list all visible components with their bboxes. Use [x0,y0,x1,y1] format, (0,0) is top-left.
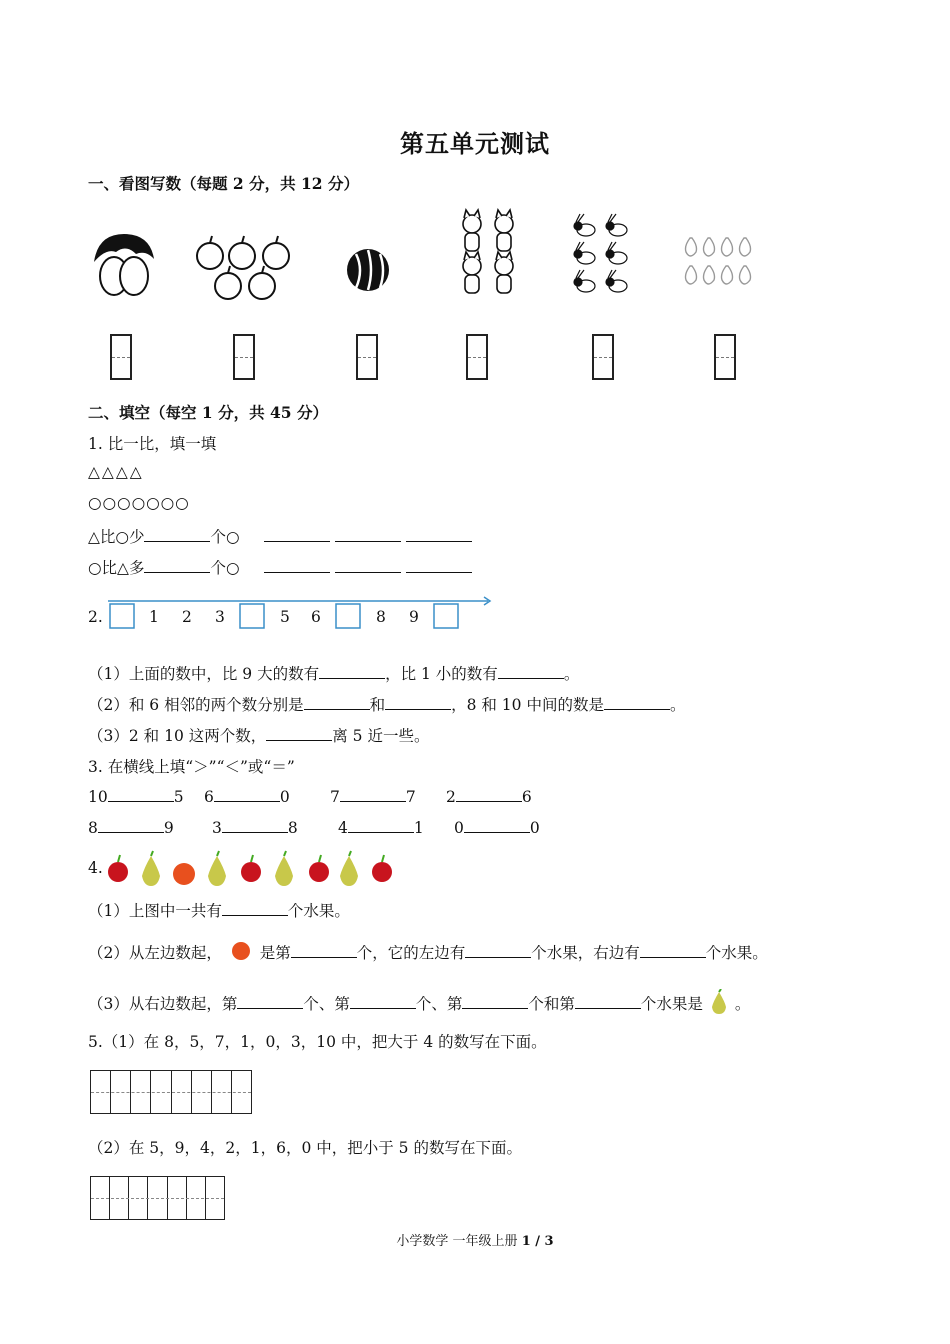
watermelon-picture [347,249,389,291]
q2-p1: （1）上面的数中，比 9 大的数有 ，比 1 小的数有 。 [88,665,580,683]
writing-grid-2[interactable] [90,1176,225,1220]
answer-box-2[interactable] [233,334,255,380]
q4-p1: （1）上图中一共有 个水果。 [88,902,350,920]
pears-picture [686,238,751,284]
q4-label: 4. [88,859,103,877]
fruit-row [104,850,400,888]
nl-num: 9 [409,608,419,626]
page-number: 1 / 3 [521,1234,554,1249]
q1-triangles: △△△△ [88,463,144,481]
q1-circles: ○○○○○○○ [88,494,190,512]
orange-icon [173,863,195,885]
q3-label: 3. 在横线上填“＞”“＜”或“＝” [88,758,295,776]
answer-box-4[interactable] [466,334,488,380]
pear-icon [208,851,226,886]
section1-heading: 一、看图写数（每题 2 分，共 12 分） [88,174,359,193]
nl-num: 5 [280,608,290,626]
picture-row [86,204,776,304]
orange-icon [227,940,255,962]
nl-box-1 [110,604,134,628]
apple-icon [309,855,329,882]
apple-icon [372,855,392,882]
q3-row2: 8 9 3 8 4 1 0 0 [88,819,540,837]
nl-box-2 [240,604,264,628]
nl-num: 3 [215,608,225,626]
peach-picture [94,234,154,295]
q1-label: 1. 比一比，填一填 [88,435,217,453]
nl-num: 1 [149,608,159,626]
nl-num: 8 [376,608,386,626]
q1-line2: ○比△多 个○ [88,556,472,578]
q2-label: 2. [88,608,103,626]
pear-icon [340,851,358,886]
q4-p2: （2）从左边数起， 是第 个，它的左边有 个水果，右边有 个水果。 [88,940,768,963]
writing-grid-1[interactable] [90,1070,252,1114]
q5-p2: （2）在 5，9，4，2，1，6，0 中，把小于 5 的数写在下面。 [88,1139,522,1157]
apples-picture [197,236,289,299]
answer-box-3[interactable] [356,334,378,380]
section2-heading: 二、填空（每空 1 分，共 45 分） [88,403,328,422]
cats-picture [463,210,513,293]
answer-box-5[interactable] [592,334,614,380]
q1-line1: △比○少 个○ [88,525,472,547]
pear-icon [275,851,293,886]
answer-box-6[interactable] [714,334,736,380]
q4-p3: （3）从右边数起，第 个、第 个、第 个和第 个水果是 。 [88,989,750,1015]
pear-icon [142,851,160,886]
apple-icon [108,855,128,882]
number-line [104,594,494,632]
q5-p1: 5.（1）在 8，5，7，1，0，3，10 中，把大于 4 的数写在下面。 [88,1033,547,1051]
nl-box-3 [336,604,360,628]
pear-icon [708,989,730,1015]
q2-p3: （3）2 和 10 这两个数， 离 5 近一些。 [88,727,430,745]
nl-box-4 [434,604,458,628]
answer-box-1[interactable] [110,334,132,380]
footer-text: 小学数学 一年级上册 [396,1234,518,1249]
nl-num: 6 [311,608,321,626]
apple-icon [241,855,261,882]
nl-num: 2 [182,608,192,626]
page-footer [0,1230,950,1249]
q2-p2: （2）和 6 相邻的两个数分别是 和 ，8 和 10 中间的数是 。 [88,696,686,714]
q3-row1: 10 5 6 0 7 7 2 6 [88,788,532,806]
page-title: 第五单元测试 [400,129,550,158]
rabbits-picture [574,214,627,292]
